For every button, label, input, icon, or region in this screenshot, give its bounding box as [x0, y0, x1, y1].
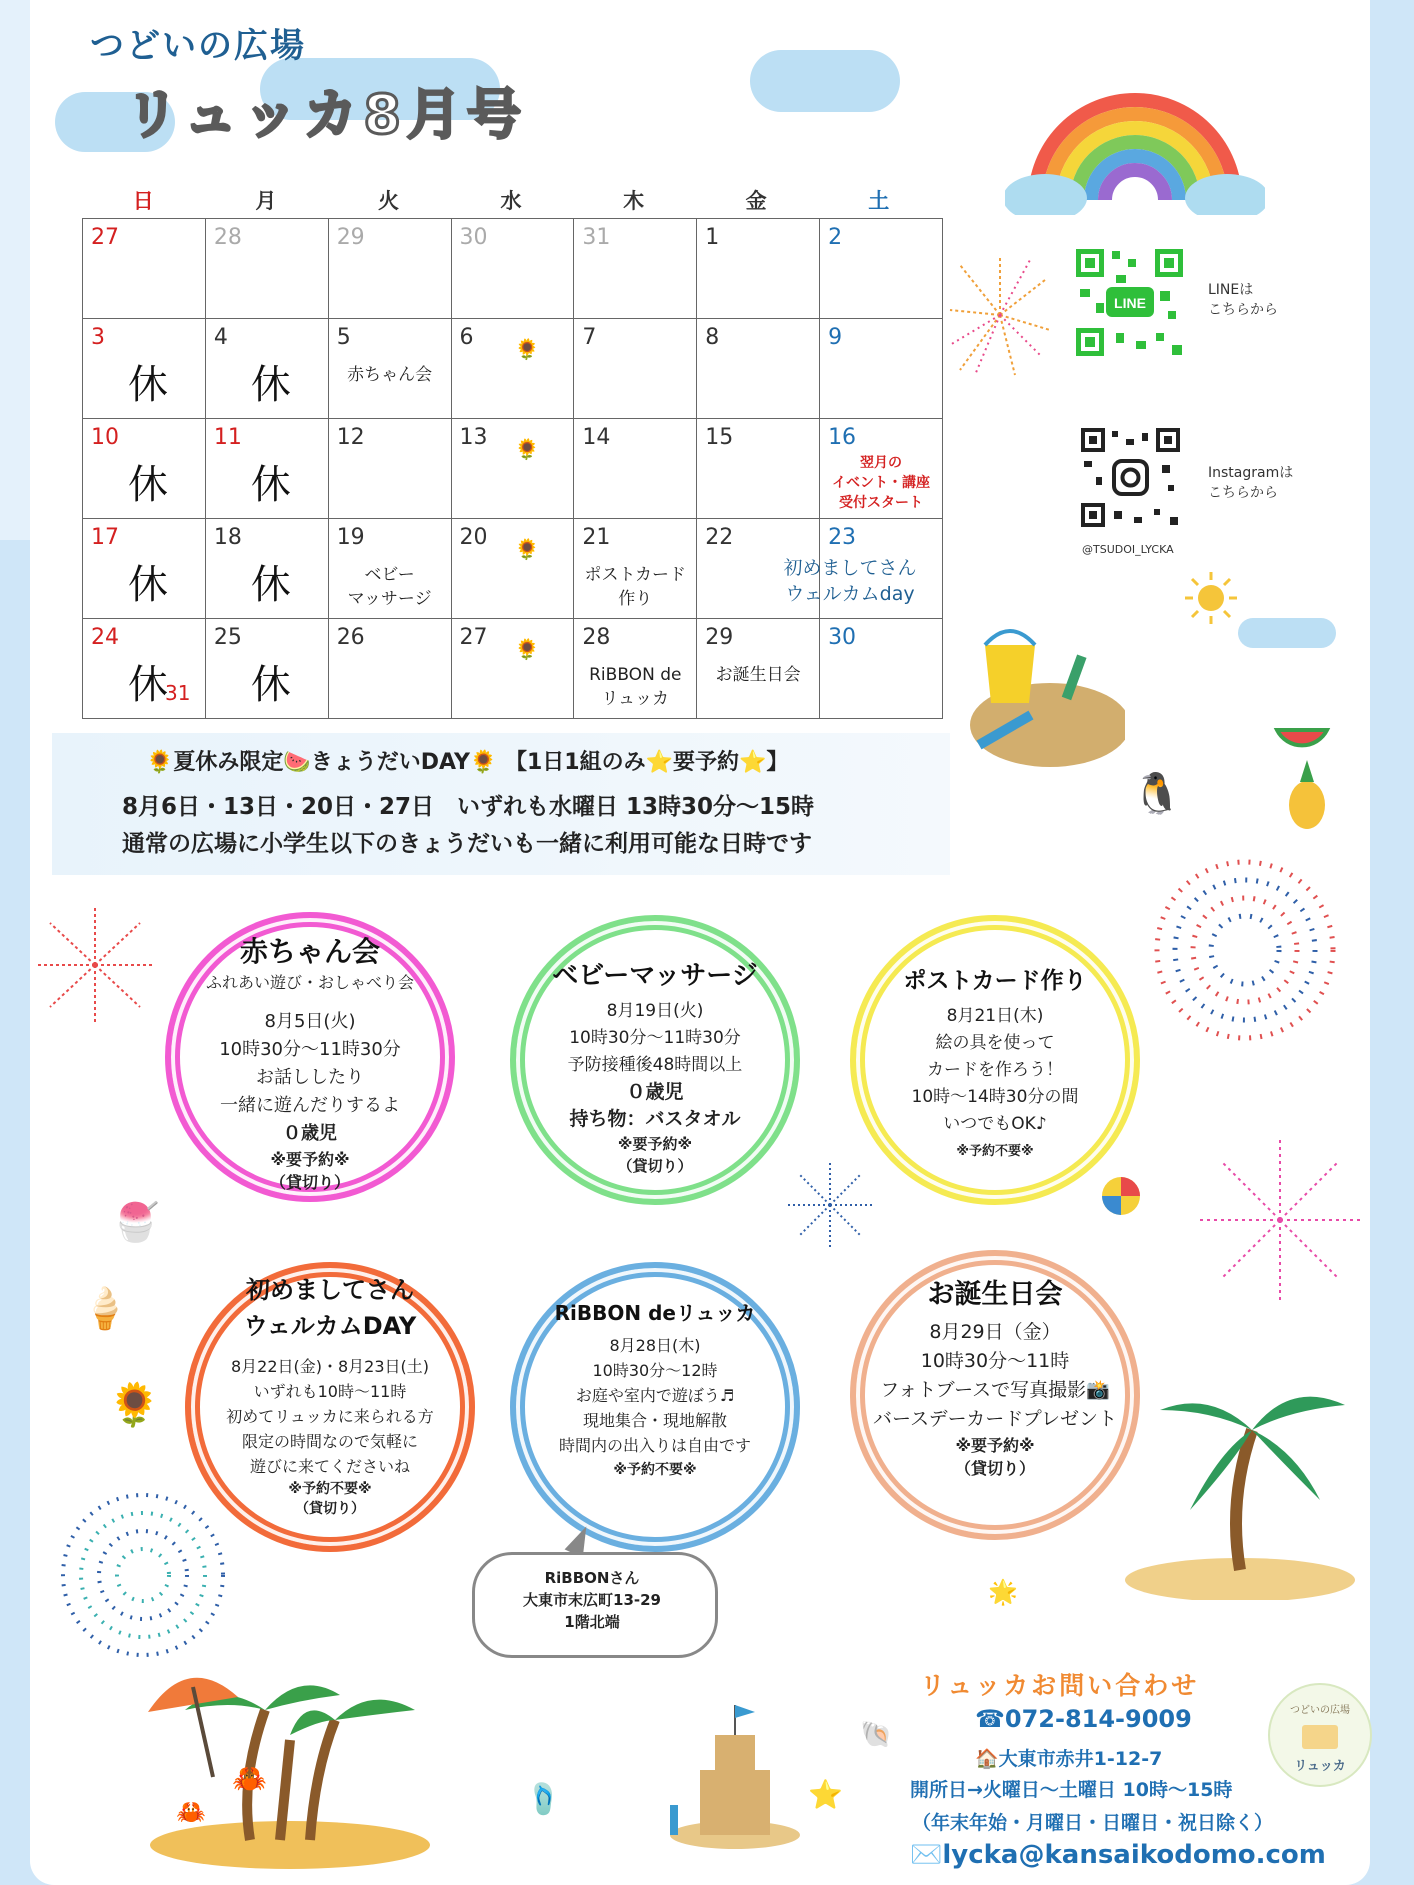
birthday-event-title: お誕生日会: [927, 1279, 1063, 1310]
calendar-day-number: 28: [582, 625, 611, 650]
lycka-logo: [1268, 1683, 1372, 1787]
crab-icon: 🦀: [232, 1762, 267, 1795]
contact-address: 🏠大東市赤井1-12-7: [975, 1748, 1163, 1770]
penguin-icon: 🐧: [1132, 771, 1182, 817]
calendar-day-number: 9: [828, 325, 843, 350]
calendar-day-number: 26: [336, 625, 365, 650]
calendar-day-cell: [574, 519, 697, 619]
line-badge-text: LINE: [1114, 295, 1146, 311]
welcome-line: 初めてリュッカに来られる方: [226, 1407, 434, 1426]
welcome-title-line: 初めましてさん: [246, 1276, 414, 1304]
baby-age: ０歳児: [283, 1123, 337, 1144]
summer-line-1: 8月6日・13日・20日・27日 いずれも水曜日 13時30分～15時: [122, 794, 815, 820]
sunflower-icon: 🌻: [514, 437, 540, 461]
calendar-day-number: 3: [91, 325, 105, 350]
baby-line: 10時30分～11時30分: [219, 1039, 401, 1060]
weekday-fri: 金: [745, 189, 767, 213]
welcome-day-note: [730, 555, 970, 607]
instagram-handle: @TSUDOI_LYCKA: [1082, 543, 1174, 556]
massage-line: 8月19日(火): [606, 1001, 704, 1021]
baby-line: お話ししたり: [256, 1067, 364, 1088]
calendar-day-number: 13: [459, 425, 488, 450]
calendar-day-number: 7: [582, 325, 597, 350]
calendar-day-cell: [83, 319, 206, 419]
weekday-thu: 木: [623, 189, 645, 213]
sun-icon: [1183, 570, 1239, 626]
calendar-day-cell: [697, 419, 820, 519]
birthday-private: （貸切り）: [954, 1459, 1035, 1478]
registration-start-note: 翌月の イベント・講座 受付スタート: [831, 455, 930, 511]
ribbon-location-text: [472, 1567, 712, 1633]
closed-mark: 休: [250, 362, 291, 408]
header-subtitle: つどいの広場: [90, 26, 306, 66]
calendar-day-number: 17: [91, 525, 119, 550]
massage-line: 10時30分～11時30分: [569, 1028, 741, 1048]
contact-open-hours: 開所日→火曜日～土曜日 10時～15時: [910, 1779, 1233, 1801]
calendar-day-cell: [452, 319, 575, 419]
calendar-day-number: 29: [705, 625, 734, 650]
firework-decoration: [1195, 1135, 1365, 1305]
weekday-header: [82, 185, 940, 215]
ribbon-line: お庭や室内で遊ぼう♬: [575, 1386, 735, 1405]
calendar-day-number: 27: [459, 625, 488, 650]
calendar-day-number: 16: [828, 425, 857, 450]
postcard-line: 絵の具を使って: [935, 1033, 1055, 1053]
sandcastle-illustration: [650, 1700, 800, 1850]
closed-mark: 休: [128, 562, 168, 608]
ribbon-line: 8月28日(木): [609, 1336, 701, 1355]
calendar-event-note: ベビー マッサージ: [347, 565, 432, 609]
starfish-icon: ⭐: [808, 1778, 843, 1811]
calendar-day-cell: [329, 619, 452, 719]
calendar-day-cell: [574, 319, 697, 419]
closed-mark: 休: [250, 662, 291, 708]
calendar-day-number: 28: [213, 225, 242, 250]
baby-private: （貸切り）: [269, 1173, 350, 1192]
massage-event-title: ベビーマッサージ: [552, 961, 758, 991]
page-title: リュッカ8月号: [125, 83, 527, 146]
baby-event-details: [165, 1008, 455, 1194]
firework-decoration: [945, 250, 1055, 380]
instagram-qr-code[interactable]: [1078, 425, 1183, 530]
postcard-event-title: ポストカード作り: [903, 968, 1087, 994]
baby-reserve: ※要予約※: [270, 1150, 350, 1169]
house-icon: [1302, 1725, 1338, 1749]
calendar-day-cell: [697, 219, 820, 319]
ribbon-line: 時間内の出入りは自由です: [558, 1436, 751, 1455]
weekday-sun: 日: [132, 189, 154, 213]
calendar-day-number: 29: [336, 225, 365, 250]
postcard-line: いつでもOK♪: [943, 1114, 1047, 1134]
birthday-line: バースデーカードプレゼント: [873, 1408, 1117, 1430]
ribbon-location-line: 大東市末広町13-29: [523, 1591, 661, 1609]
massage-age: ０歳児: [626, 1081, 684, 1103]
calendar-day-cell: [452, 619, 575, 719]
sand-bucket-illustration: [955, 625, 1125, 775]
postcard-line: 8月21日(木): [946, 1006, 1044, 1026]
calendar-day-cell: [83, 519, 206, 619]
birthday-reserve: ※要予約※: [955, 1436, 1035, 1455]
calendar-day-number: 21: [582, 525, 611, 550]
calendar-day-cell: [574, 419, 697, 519]
weekday-tue: 火: [377, 189, 399, 213]
welcome-line: 限定の時間なので気軽に: [241, 1432, 418, 1451]
line-qr-code[interactable]: [1072, 245, 1187, 360]
postcard-reserve: ※予約不要※: [956, 1144, 1034, 1159]
baby-line: 一緒に遊んだりするよ: [220, 1095, 400, 1116]
calendar-day-cell: [820, 419, 943, 519]
massage-line: 予防接種後48時間以上: [567, 1055, 743, 1075]
calendar-extra-day: 31: [165, 681, 191, 705]
welcome-private: （貸切り）: [295, 1501, 365, 1517]
ribbon-event-details: [510, 1333, 800, 1483]
postcard-line: カードを作ろう！: [927, 1060, 1063, 1080]
calendar-event-note: お誕生日会: [715, 665, 801, 685]
closed-mark: 休: [250, 562, 291, 608]
calendar-day-cell: [820, 219, 943, 319]
calendar-day-cell: [206, 619, 329, 719]
birthday-line: フォトブースで写真撮影📸: [880, 1379, 1110, 1401]
calendar-day-cell: [697, 319, 820, 419]
contact-closed-days: （年末年始・月曜日・日曜日・祝日除く）: [912, 1812, 1274, 1834]
ribbon-location-line: 1階北端: [564, 1613, 620, 1631]
calendar-day-cell: [820, 319, 943, 419]
calendar-day-number: 5: [336, 325, 351, 350]
welcome-line: 8月22日(金)・8月23日(土): [230, 1357, 430, 1376]
calendar-day-cell: [452, 219, 575, 319]
calendar-day-cell: [83, 619, 206, 719]
calendar-day-number: 12: [336, 425, 365, 450]
sunflower-icon: 🌻: [514, 537, 540, 561]
calendar-event-note: RiBBON de リュッカ: [589, 665, 682, 709]
calendar-day-cell: [83, 219, 206, 319]
calendar-day-cell: [820, 619, 943, 719]
instagram-qr-label: Instagramは こちらから: [1208, 465, 1294, 501]
summer-line-2: 通常の広場に小学生以下のきょうだいも一緒に利用可能な日時です: [122, 831, 812, 857]
postcard-event-details: [850, 1003, 1140, 1165]
logo-bottom-text: リュッカ: [1294, 1759, 1346, 1774]
calendar-day-number: 11: [213, 425, 242, 450]
birthday-line: 8月29日（金）: [929, 1321, 1061, 1343]
crab-icon: 🦀: [176, 1798, 206, 1826]
background-band: [0, 0, 30, 540]
birthday-line: 10時30分～11時: [920, 1350, 1070, 1372]
baby-event-subtitle: ふれあい遊び・おしゃべり会: [205, 973, 414, 992]
firework-decoration: [30, 905, 160, 1025]
baby-event-title: 赤ちゃん会: [239, 935, 380, 968]
weekday-sat: 土: [868, 189, 890, 213]
closed-mark: 休: [128, 662, 168, 708]
shaved-ice-icon: 🍧: [112, 1200, 160, 1244]
sunflower-icon: 🌻: [514, 337, 540, 361]
contact-email[interactable]: ✉️lycka@kansaikodomo.com: [910, 1840, 1326, 1870]
calendar-day-cell: [574, 619, 697, 719]
beach-ball-icon: [1100, 1175, 1142, 1217]
calendar-day-cell: [697, 619, 820, 719]
ribbon-line: 10時30分～12時: [592, 1361, 718, 1380]
calendar-day-number: 20: [459, 525, 488, 550]
calendar-day-number: 14: [582, 425, 611, 450]
calendar-day-number: 2: [828, 225, 843, 250]
welcome-line: いずれも10時～11時: [253, 1382, 407, 1401]
calendar-day-cell: [329, 319, 452, 419]
calendar-day-cell: [329, 519, 452, 619]
weekday-wed: 水: [500, 189, 522, 213]
calendar-grid: [82, 218, 943, 719]
sunflower-icon: 🌻: [514, 637, 540, 661]
birthday-event-details: [840, 1318, 1150, 1480]
calendar-day-number: 22: [705, 525, 734, 550]
massage-event-details: [510, 998, 800, 1177]
calendar-day-cell: [83, 419, 206, 519]
calendar-day-number: 30: [828, 625, 857, 650]
ribbon-reserve: ※予約不要※: [613, 1462, 697, 1478]
welcome-day-note-text: 初めましてさん ウェルカムday: [783, 557, 917, 605]
calendar-day-number: 8: [705, 325, 720, 350]
ribbon-location-line: RiBBONさん: [544, 1569, 640, 1587]
closed-mark: 休: [128, 362, 168, 408]
calendar-event-note: ポストカード 作り: [584, 565, 687, 609]
calendar-day-number: 23: [828, 525, 857, 550]
calendar-day-number: 31: [582, 225, 611, 250]
logo-top-text: つどいの広場: [1290, 1705, 1350, 1716]
baby-line: 8月5日(火): [264, 1011, 356, 1032]
welcome-reserve: ※予約不要※: [288, 1481, 372, 1497]
line-qr-label: LINEは こちらから: [1208, 282, 1278, 318]
calendar-day-number: 27: [91, 225, 119, 250]
sunflower-icon: 🌻: [108, 1380, 161, 1429]
calendar-day-number: 19: [336, 525, 365, 550]
firework-decoration: [1150, 855, 1340, 1045]
calendar-day-number: 6: [459, 325, 474, 350]
cloud-decoration: [1238, 618, 1336, 648]
massage-reserve: ※要予約※: [617, 1135, 693, 1153]
weekday-mon: 月: [255, 189, 277, 213]
calendar-day-cell: [329, 419, 452, 519]
sandal-icon: 🩴: [525, 1782, 563, 1817]
calendar-day-cell: [452, 519, 575, 619]
cloud-decoration: [750, 50, 900, 112]
closed-mark: 休: [250, 462, 291, 508]
contact-phone[interactable]: ☎072-814-9009: [975, 1705, 1192, 1733]
ribbon-line: 現地集合・現地解散: [582, 1411, 727, 1430]
calendar-day-cell: [206, 419, 329, 519]
calendar-day-cell: [206, 319, 329, 419]
ice-cream-icon: 🍦: [80, 1286, 130, 1332]
calendar-day-cell: [574, 219, 697, 319]
starfish-icon: 🌟: [988, 1578, 1018, 1606]
calendar-day-number: 24: [91, 625, 119, 650]
massage-private: （貸切り）: [617, 1157, 693, 1175]
massage-bring: 持ち物：バスタオル: [569, 1108, 741, 1130]
welcome-title-line: ウェルカムDAY: [243, 1312, 417, 1340]
calendar-day-number: 4: [213, 325, 228, 350]
summer-title: 🌻夏休み限定🍉きょうだいDAY🌻 【1日1組のみ⭐要予約⭐】: [146, 750, 789, 775]
calendar-day-cell: [206, 519, 329, 619]
calendar-day-number: 15: [705, 425, 734, 450]
ribbon-event-title: RiBBON deリュッカ: [554, 1301, 756, 1325]
calendar-day-number: 25: [213, 625, 242, 650]
calendar-day-number: 18: [213, 525, 242, 550]
calendar-day-cell: [206, 219, 329, 319]
shell-icon: 🐚: [860, 1720, 893, 1750]
contact-title: リュッカお問い合わせ: [920, 1671, 1200, 1700]
watermelon-pineapple-illustration: [1272, 720, 1332, 840]
welcome-event-details: [185, 1354, 475, 1519]
closed-mark: 休: [128, 462, 168, 508]
welcome-event-title: [185, 1272, 475, 1344]
rainbow-illustration: [1005, 50, 1265, 215]
calendar-day-number: 1: [705, 225, 720, 250]
calendar-day-number: 10: [91, 425, 119, 450]
postcard-line: 10時～14時30分の間: [911, 1087, 1079, 1107]
calendar-day-cell: [452, 419, 575, 519]
welcome-line: 遊びに来てくださいね: [249, 1457, 410, 1476]
calendar-event-note: 赤ちゃん会: [347, 365, 433, 385]
calendar-day-number: 30: [459, 225, 488, 250]
palm-island-illustration: [1120, 1360, 1360, 1600]
calendar-day-cell: [329, 219, 452, 319]
